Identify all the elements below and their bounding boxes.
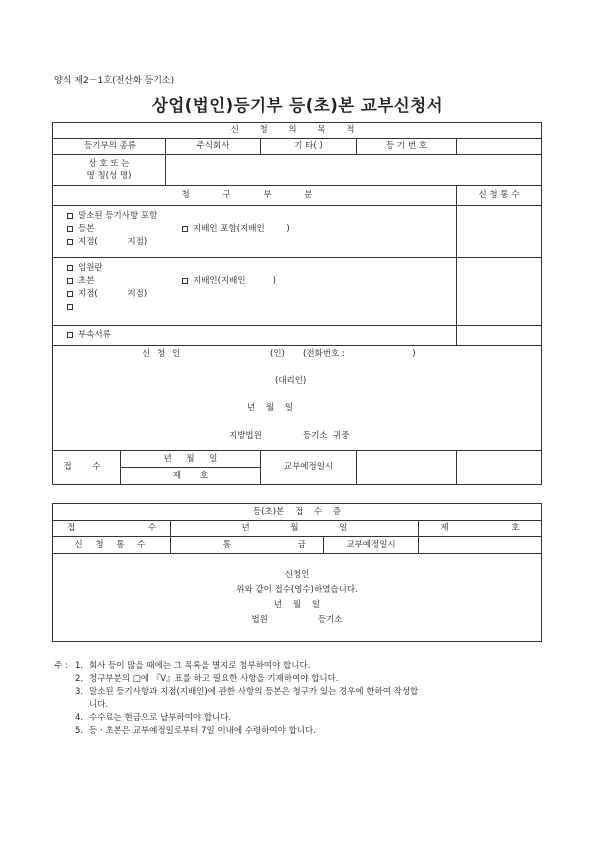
attachment-count-field[interactable] [457, 326, 542, 346]
registry-type-label: 등기부의 종류 [53, 139, 166, 155]
note-text: 등ㆍ초본은 교부예정일로부터 7일 이내에 수령하여야 합니다. [89, 726, 316, 736]
checkbox[interactable] [182, 226, 188, 232]
note-text-continuation: 니다. [89, 700, 109, 710]
copy-line-2 [67, 223, 456, 236]
checkbox[interactable] [182, 278, 188, 284]
count-header: 신 청 통 수 [457, 186, 542, 206]
voucher-court: 법원 [251, 614, 268, 625]
registry-type-corp[interactable]: 주식회사 [166, 139, 261, 155]
checkbox[interactable] [67, 213, 73, 219]
note-text: 회사 등이 많을 때에는 그 목록을 별지로 첨부하여야 합니다. [89, 661, 311, 671]
delivery-label: 교부예정일시 [261, 451, 357, 485]
page-title: 상업(법인)등기부 등(초)본 교부신청서 [151, 96, 444, 115]
voucher-applicant: 신청인 [284, 569, 310, 580]
extract-line-4 [67, 301, 456, 314]
registry-type-other[interactable]: 기 타( ) [261, 139, 357, 155]
copy-line-1 [67, 210, 456, 223]
full-copy-label: 등본 [78, 224, 95, 234]
receipt-voucher [52, 503, 542, 642]
voucher-statement: 위와 같이 접수(영수)하였습니다. [236, 584, 358, 595]
extract-line-1 [67, 262, 456, 275]
application-date: 년 월 일 [247, 403, 294, 413]
voucher-court-office [53, 613, 541, 628]
receipt-date: 년 월 일 [121, 451, 261, 468]
manager-label: 지배인(지배인 ) [193, 276, 276, 286]
voucher-count-label: 신 청 통 수 [53, 537, 171, 554]
note-number: 2. [75, 674, 84, 684]
note-text: 수수료는 현금으로 납부하여야 합니다. [89, 713, 232, 723]
form-number: 양식 제2－1호(전산화 등기소) [54, 76, 175, 86]
office-label: 등기소 귀중 [303, 431, 350, 441]
receipt-extra [457, 451, 542, 485]
copy-line-3 [67, 236, 456, 249]
branch-label: 지점( 지점) [78, 289, 148, 299]
purpose-header: 신 청 의 목 적 [53, 123, 542, 139]
checkbox[interactable] [67, 332, 73, 338]
seal-label: (인) [270, 349, 285, 359]
receipt-number: 제 호 [121, 468, 261, 485]
checkbox[interactable] [67, 278, 73, 284]
voucher-body-date: 년 월 일 [273, 599, 321, 610]
include-manager-label: 지배인 포함(지배인 ) [193, 224, 290, 234]
note-text: 청구부분의 □에 『V』표를 하고 필요한 사항을 기재하여야 합니다. [89, 674, 339, 684]
voucher-delivery-field[interactable] [419, 537, 542, 554]
trade-name-label-line2: 명 칭(성 명) [86, 171, 132, 181]
notes [54, 660, 554, 738]
note-text: 말소된 등기사항과 지점(지배인)에 관한 사항의 등본은 청구가 있는 경우에 한하여 작성합 [89, 687, 419, 697]
voucher-copies-fee [171, 537, 324, 554]
trade-name-label [53, 155, 166, 186]
extract-line-3 [67, 288, 456, 301]
voucher-body [53, 554, 542, 642]
note-item-5 [54, 725, 554, 738]
agent-label: (대리인) [275, 376, 307, 386]
voucher-delivery-label: 교부예정일시 [324, 537, 419, 554]
trade-name-label-line1: 상 호 또 는 [88, 159, 130, 169]
copy-count-field[interactable] [457, 206, 542, 258]
note-item-3 [54, 686, 554, 712]
application-form [52, 122, 542, 485]
claim-group-extract [53, 258, 457, 326]
voucher-header: 등(초)본 접 수 증 [53, 504, 542, 521]
voucher-fee: 금 [297, 539, 306, 550]
phone-label: (전화번호 : ) [303, 349, 416, 359]
note-number: 4. [75, 713, 84, 723]
court-label: 지방법원 [229, 431, 262, 441]
note-item-2 [54, 673, 554, 686]
applicant-label: 신 청 인 [142, 349, 183, 359]
delivery-field[interactable] [357, 451, 457, 485]
voucher-number: 제 호 [419, 521, 542, 537]
extract-line-2 [67, 275, 456, 288]
checkbox[interactable] [67, 304, 73, 310]
officers-label: 임원란 [78, 263, 103, 273]
checkbox[interactable] [67, 226, 73, 232]
note-item-1 [54, 660, 554, 673]
registration-number-field[interactable] [457, 139, 542, 155]
extract-label: 초본 [78, 276, 95, 286]
attachment-row [53, 326, 457, 346]
registration-number-label: 등 기 번 호 [357, 139, 457, 155]
voucher-receipt-label: 접 수 [53, 521, 171, 537]
attachment-label: 부속서류 [78, 330, 111, 340]
branch-label: 지점( 지점) [78, 237, 148, 247]
trade-name-field[interactable] [166, 155, 542, 186]
note-item-4 [54, 712, 554, 725]
voucher-copies: 통 [222, 539, 231, 550]
include-cancelled-label: 말소된 등기사항 포함 [78, 211, 158, 221]
voucher-office: 등기소 [317, 614, 343, 625]
note-number: 3. [75, 687, 84, 697]
checkbox[interactable] [67, 291, 73, 297]
checkbox[interactable] [67, 265, 73, 271]
claim-group-copy [53, 206, 457, 258]
applicant-section [53, 346, 542, 451]
note-number: 5. [75, 726, 84, 736]
voucher-date: 년 월 일 [171, 521, 419, 537]
extract-count-field[interactable] [457, 258, 542, 326]
claim-header: 청 구 부 분 [53, 186, 457, 206]
note-number: 1. [75, 661, 84, 671]
receipt-label: 접 수 [53, 451, 121, 485]
notes-label: 주 : [54, 661, 68, 671]
checkbox[interactable] [67, 239, 73, 245]
